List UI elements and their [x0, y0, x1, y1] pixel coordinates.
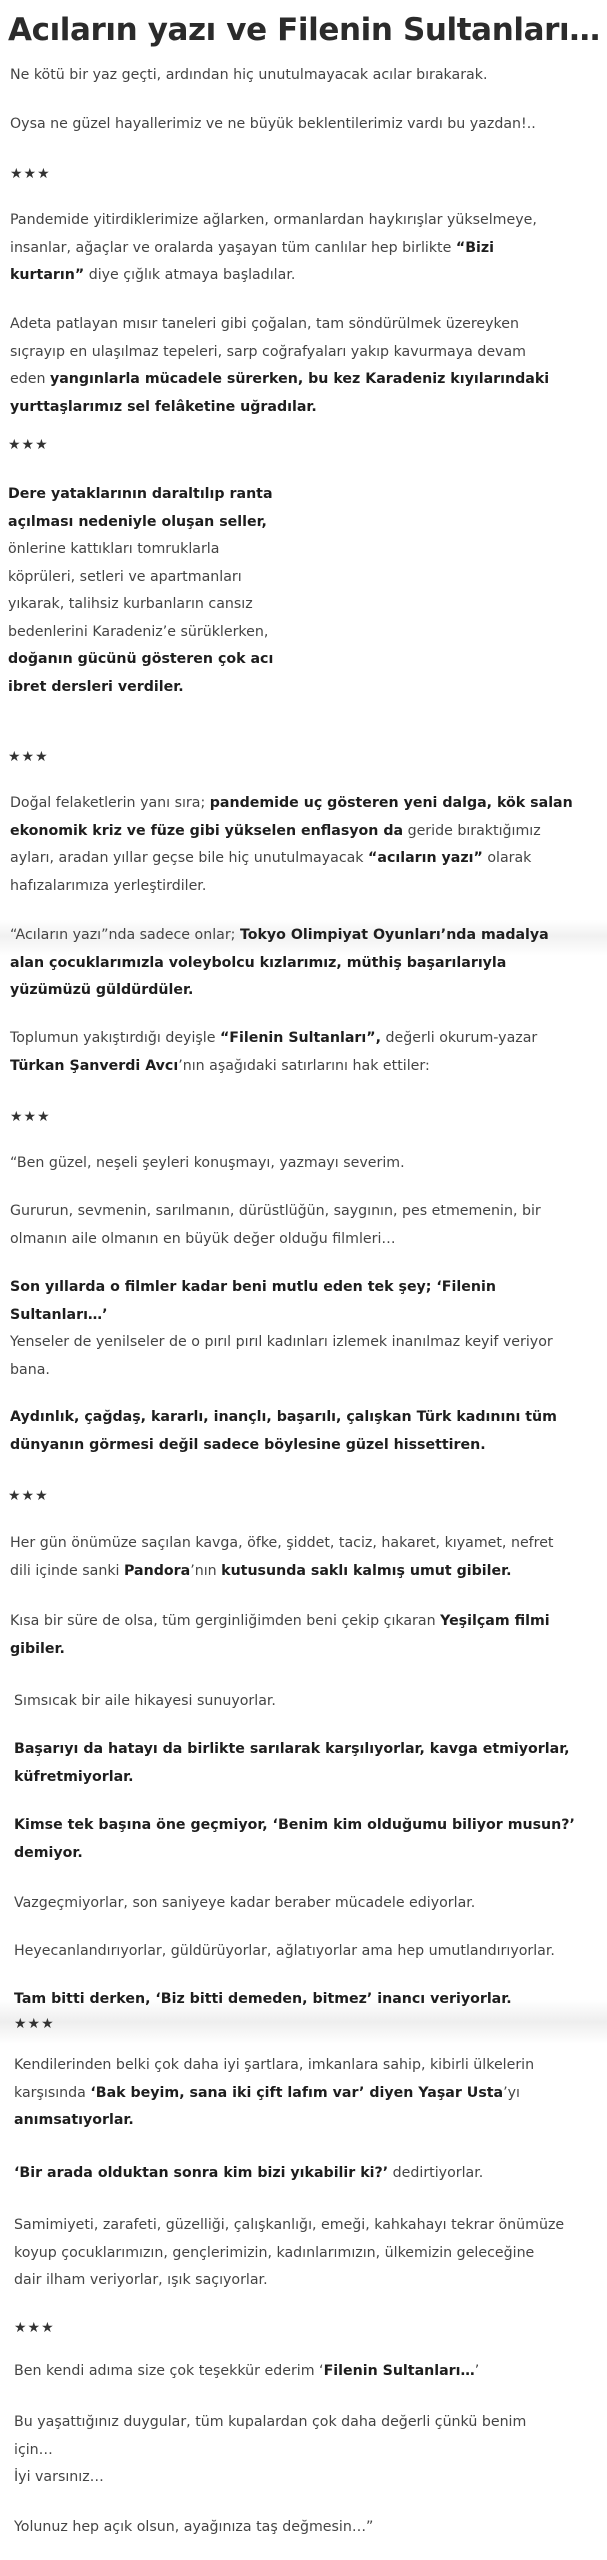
paragraph: [14, 1938, 555, 1966]
bold-text: Başarıyı da hatayı da birlikte sarılarak karşılıyorlar, kavga etmiyorlar,: [14, 1741, 570, 1757]
bold-text: Kimse tek başına öne geçmiyor, ‘Benim kim olduğumu biliyor musun?’: [14, 1817, 575, 1833]
bold-text: yüzümüzü güldürdüler.: [10, 982, 194, 998]
bold-text: Türkan Şanverdi Avcı: [10, 1057, 179, 1074]
paragraph: [14, 1812, 575, 1867]
paragraph: [10, 1150, 405, 1178]
text: önlerine kattıkları tomruklarla: [8, 541, 220, 557]
paragraph: [14, 1736, 570, 1791]
separator-stars: ★★★: [8, 437, 49, 453]
text: bedenlerini Karadeniz’e sürüklerken,: [8, 623, 269, 640]
text: olmanın aile olmanın en büyük değer olduğu filmleri…: [10, 1230, 396, 1247]
paragraph: [10, 111, 536, 139]
separator-stars: ★★★: [14, 2320, 55, 2336]
bold-text: demiyor.: [14, 1844, 83, 1861]
text: dedirtiyorlar.: [388, 2165, 484, 2181]
text: Oysa ne güzel hayallerimiz ve ne büyük beklentilerimiz vardı bu yazdan!..: [10, 116, 536, 132]
bold-text: dünyanın görmesi değil sadece böylesine güzel hissettiren.: [10, 1436, 486, 1453]
paragraph: [14, 2409, 526, 2492]
paragraph: [10, 62, 487, 90]
bold-text: “acıların yazı”: [368, 850, 483, 866]
bold-text: Pandora: [124, 1562, 191, 1579]
paragraph: [10, 1530, 553, 1585]
bold-text: ibret dersleri verdiler.: [8, 678, 184, 695]
bold-text: doğanın gücünü gösteren çok acı: [8, 651, 274, 667]
text: koyup çocuklarımızın, gençlerimizin, kadınlarımızın, ülkemizin geleceğine: [14, 2244, 535, 2261]
text: eden: [10, 371, 50, 387]
text: Doğal felaketlerin yanı sıra;: [10, 795, 210, 811]
text: karşısında: [14, 2084, 91, 2101]
bold-text: gibiler.: [10, 1640, 65, 1657]
paragraph: [14, 2160, 483, 2188]
text: ’yı: [503, 2084, 520, 2101]
text: Vazgeçmiyorlar, son saniyeye kadar beraber mücadele ediyorlar.: [14, 1895, 476, 1911]
text: Yenseler de yenilseler de o pırıl pırıl kadınları izlemek inanılmaz keyif veriyor: [10, 1334, 553, 1350]
text: geride bıraktığımız: [403, 822, 541, 839]
bold-text: Tokyo Olimpiyat Oyunları’nda madalya: [239, 927, 549, 943]
text: ’: [474, 2363, 480, 2379]
paragraph: [10, 1198, 541, 1253]
paragraph: [10, 922, 549, 1005]
bold-text: ‘Bir arada olduktan sonra kim bizi yıkabilir ki?’: [14, 2165, 389, 2181]
paragraph: [10, 1404, 557, 1459]
text: Toplumun yakıştırdığı deyişle: [10, 1030, 220, 1046]
bold-text: pandemide uç gösteren yeni dalga, kök salan: [209, 795, 573, 811]
separator-stars: ★★★: [10, 166, 51, 182]
paragraph: [10, 207, 537, 290]
text: dair ilham veriyorlar, ışık saçıyorlar.: [14, 2272, 268, 2288]
paragraph: [14, 2212, 564, 2295]
bold-text: “Filenin Sultanları”,: [219, 1030, 381, 1046]
text: Adeta patlayan mısır taneleri gibi çoğalan, tam söndürülmek üzereyken: [10, 316, 519, 332]
paragraph: [10, 790, 573, 900]
separator-stars: ★★★: [10, 1109, 51, 1125]
text: ayları, aradan yıllar geçse bile hiç unutulmayacak: [10, 850, 369, 866]
text: diye çığlık atmaya başladılar.: [84, 267, 296, 283]
paragraph: [10, 1025, 537, 1080]
text: yıkarak, talihsiz kurbanların cansız: [8, 596, 253, 612]
paragraph: [14, 1688, 276, 1716]
separator-stars: ★★★: [8, 749, 49, 765]
text: Heyecanlandırıyorlar, güldürüyorlar, ağlatıyorlar ama hep umutlandırıyorlar.: [14, 1943, 555, 1959]
text: insanlar, ağaçlar ve oralarda yaşayan tüm canlılar hep birlikte: [10, 239, 456, 256]
separator-stars: ★★★: [14, 2016, 55, 2032]
text: dili içinde sanki: [10, 1562, 125, 1579]
text: Kendilerinden belki çok daha iyi şartlara, imkanlara sahip, kibirli ülkelerin: [14, 2057, 535, 2073]
bold-text: yangınlarla mücadele sürerken, bu kez Karadeniz kıyılarındaki: [49, 371, 550, 387]
bold-text: Yeşilçam filmi: [440, 1613, 550, 1629]
paragraph: [14, 2052, 534, 2135]
text: Gururun, sevmenin, sarılmanın, dürüstlüğün, saygının, pes etmemenin, bir: [10, 1203, 541, 1219]
text: Sımsıcak bir aile hikayesi sunuyorlar.: [14, 1693, 276, 1709]
paragraph: [10, 1608, 550, 1663]
paragraph: [14, 1890, 475, 1918]
bold-text: küfretmiyorlar.: [14, 1768, 134, 1785]
separator-stars: ★★★: [8, 1488, 49, 1504]
bold-text: kutusunda saklı kalmış umut gibiler.: [221, 1562, 512, 1579]
bold-text: Dere yataklarının daraltılıp ranta: [8, 486, 273, 502]
article-title: Acıların yazı ve Filenin Sultanları…: [8, 12, 600, 48]
paragraph: [10, 311, 549, 421]
text: Yolunuz hep açık olsun, ayağınıza taş değmesin…”: [14, 2519, 374, 2535]
paragraph: [14, 2358, 479, 2386]
paragraph: [8, 481, 273, 701]
text: Kısa bir süre de olsa, tüm gerginliğimden beni çekip çıkaran: [10, 1613, 441, 1629]
text: Ne kötü bir yaz geçti, ardından hiç unutulmayacak acılar bırakarak.: [10, 67, 488, 83]
text: Pandemide yitirdiklerimize ağlarken, ormanlardan haykırışlar yükselmeye,: [10, 212, 537, 228]
text: sıçrayıp en ulaşılmaz tepeleri, sarp coğrafyaları yakıp kavurmaya devam: [10, 343, 526, 360]
paragraph: [10, 1274, 553, 1384]
bold-text: Filenin Sultanları…: [323, 2363, 475, 2379]
paragraph: [14, 1986, 512, 2014]
text: köprüleri, setleri ve apartmanları: [8, 568, 242, 585]
bold-text: “Bizi: [455, 239, 494, 256]
text: Her gün önümüze saçılan kavga, öfke, şiddet, taciz, hakaret, kıyamet, nefret: [10, 1535, 554, 1551]
text: bana.: [10, 1361, 50, 1378]
bold-text: alan çocuklarımızla voleybolcu kızlarımız, müthiş başarılarıyla: [10, 954, 507, 971]
text: Ben kendi adıma size çok teşekkür ederim ‘: [14, 2363, 324, 2379]
bold-text: Sultanları…’: [10, 1306, 108, 1323]
text: hafızalarımıza yerleştirdiler.: [10, 877, 207, 894]
paragraph: [14, 2514, 373, 2542]
text: ’nın: [190, 1562, 222, 1579]
bold-text: ‘Bak beyim, sana iki çift lafım var’ diyen Yaşar Usta: [90, 2084, 504, 2101]
bold-text: açılması nedeniyle oluşan seller,: [8, 513, 267, 530]
bold-text: ekonomik kriz ve füze gibi yükselen enflasyon da: [10, 822, 404, 839]
text: değerli okurum-yazar: [381, 1030, 538, 1046]
text: ’nın aşağıdaki satırlarını hak ettiler:: [178, 1057, 430, 1074]
bold-text: Son yıllarda o filmler kadar beni mutlu eden tek şey; ‘Filenin: [10, 1279, 496, 1295]
bold-text: anımsatıyorlar.: [14, 2112, 134, 2128]
text: “Acıların yazı”nda sadece onlar;: [10, 927, 240, 943]
bold-text: Aydınlık, çağdaş, kararlı, inançlı, başarılı, çalışkan Türk kadınını tüm: [10, 1409, 557, 1425]
text: olarak: [482, 850, 532, 866]
bold-text: Tam bitti derken, ‘Biz bitti demeden, bitmez’ inancı veriyorlar.: [14, 1991, 512, 2007]
text: Samimiyeti, zarafeti, güzelliği, çalışkanlığı, emeği, kahkahayı tekrar önümüze: [14, 2217, 565, 2233]
text: “Ben güzel, neşeli şeyleri konuşmayı, yazmayı severim.: [10, 1155, 405, 1171]
text: İyi varsınız…: [14, 2469, 104, 2485]
bold-text: yurttaşlarımız sel felâketine uğradılar.: [10, 398, 317, 415]
bold-text: kurtarın”: [10, 267, 85, 283]
text: için…: [14, 2441, 53, 2458]
text: Bu yaşattığınız duygular, tüm kupalardan çok daha değerli çünkü benim: [14, 2414, 527, 2430]
